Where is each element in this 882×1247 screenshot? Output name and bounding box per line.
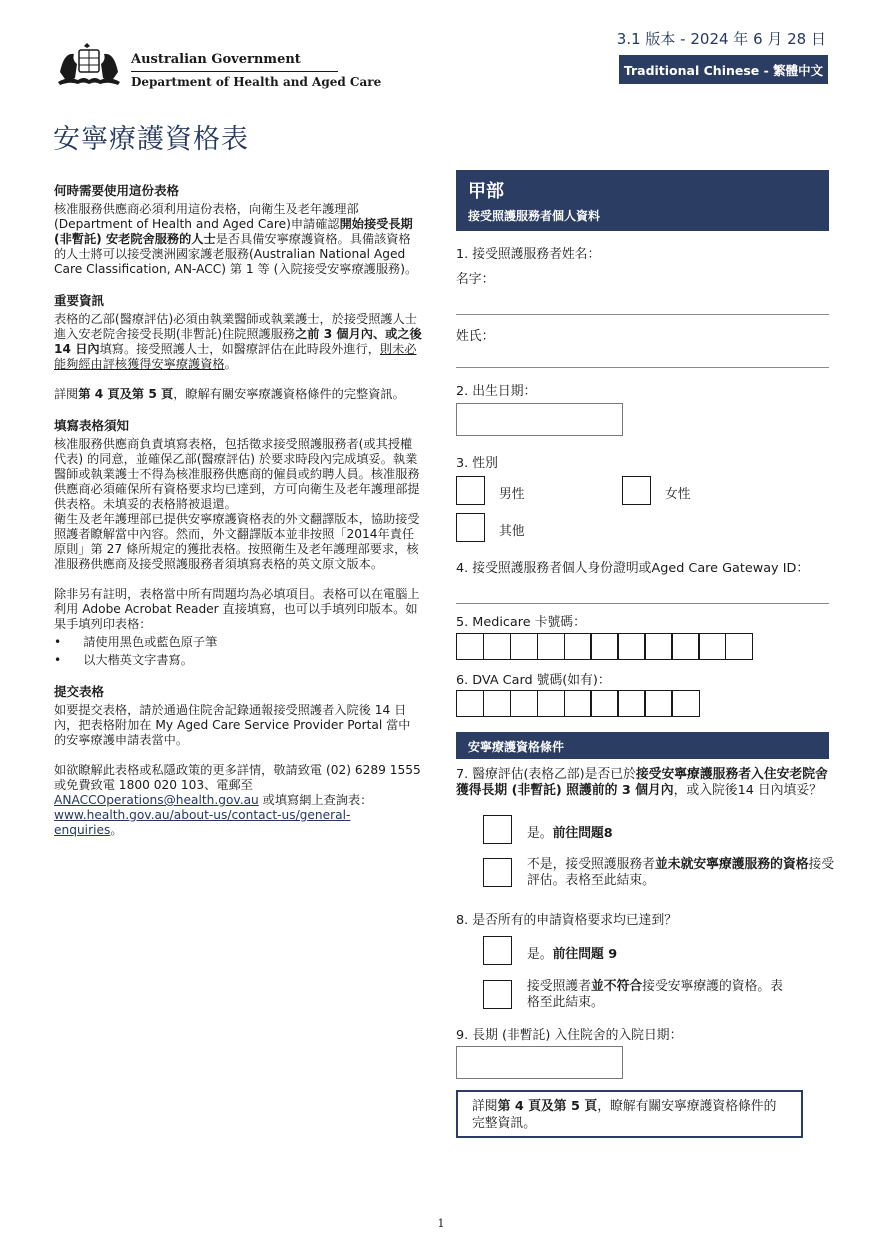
important-paragraph-2: 詳閱第 4 頁及第 5 頁，瞭解有關安寧療護資格條件的完整資訊。 (54, 387, 405, 401)
gender-male-checkbox[interactable] (456, 476, 485, 505)
question-1: 1. 接受照護服務者姓名： (456, 247, 601, 262)
government-name: Australian Government (131, 52, 301, 67)
dob-input[interactable] (456, 403, 623, 436)
email-link[interactable]: ANACCOperations@health.gov.au (54, 793, 259, 807)
family-name-input[interactable] (456, 367, 829, 368)
q8-yes-checkbox[interactable] (483, 936, 512, 965)
when-heading: 何時需要使用這份表格 (54, 183, 180, 198)
fill-section (54, 418, 422, 668)
q7-yes-label: 是。前往問題8 (527, 826, 613, 841)
gender-other-label: 其他 (499, 524, 525, 539)
given-name-label: 名字： (456, 272, 495, 287)
q7-no-checkbox[interactable] (483, 858, 512, 887)
part-a-banner (456, 170, 829, 231)
gender-male-label: 男性 (499, 487, 525, 502)
fill-paragraph-3: 除非另有註明，表格當中所有問題均為必填項目。表格可以在電腦上利用 Adobe Acrobat Reader 直接填寫，也可以手填列印版本。如果手填列印表格： (54, 587, 420, 631)
conditions-banner: 安寧療護資格條件 (456, 732, 829, 759)
instructions-column (54, 183, 422, 854)
language-badge: Traditional Chinese - 繁體中文 (619, 55, 828, 84)
submit-paragraph-1: 如要提交表格，請於通過住院舍記錄通報接受照護者入院後 14 日內，把表格附加在 My Aged Care Service Provider Portal 當中的安寧療護申請表當中。 (54, 703, 411, 747)
when-section (54, 183, 422, 277)
question-8: 8. 是否所有的申請資格要求均已達到？ (456, 913, 678, 928)
medicare-number-input[interactable] (456, 633, 752, 660)
submit-paragraph-2: 如欲瞭解此表格或私隱政策的更多詳情，敬請致電 (02) 6289 1555 或免費致電 1800 020 103、電郵至ANACCOperations@health.gov.au 或填寫網上查詢表：www.health.gov.au/about-us/contact-us/general- enquiries。 (54, 763, 421, 837)
important-heading: 重要資訊 (54, 293, 105, 308)
fill-heading: 填寫表格須知 (54, 418, 130, 433)
given-name-input[interactable] (456, 314, 829, 315)
list-item: • 請使用黑色或藍色原子筆 (54, 635, 218, 649)
department-name: Department of Health and Aged Care (131, 75, 382, 89)
q8-yes-label: 是。前往問題 9 (527, 947, 618, 962)
gateway-id-input[interactable] (456, 603, 829, 604)
part-a-subtitle: 接受照護服務者個人資料 (468, 209, 601, 223)
important-section (54, 293, 422, 402)
family-name-label: 姓氏： (456, 329, 495, 344)
important-paragraph: 表格的乙部(醫療評估)必須由執業醫師或執業護士，於接受照護人士進入安老院舍接受長期(非暫託)住院照護服務之前 3 個月內、或之後 14 日內填寫。接受照護人士，如醫療評估在此時段外進行，則未必能夠經由評核獲得安寧療護資格。 (54, 312, 422, 371)
part-a-title: 甲部 (468, 181, 504, 202)
fill-paragraph-1: 核准服務供應商負責填寫表格，包括徵求接受照護服務者(或其授權代表) 的同意，並確保乙部(醫療評估) 於要求時段內完成填妥。執業醫師或執業護士不得為核准服務供應商的僱員或約聘人員。核准服務供應商必須確保所有資格要求均已達到，方可向衛生及老年護理部提供表格。未填妥的表格將被退還。 (54, 437, 420, 511)
coat-of-arms-icon (54, 42, 124, 88)
question-5: 5. Medicare 卡號碼： (456, 615, 586, 630)
question-4: 4. 接受照護服務者個人身份證明或Aged Care Gateway ID： (456, 561, 810, 576)
submit-heading: 提交表格 (54, 684, 105, 699)
fill-paragraph-2: 衛生及老年護理部已提供安寧療護資格表的外文翻譯版本，協助接受照護者瞭解當中內容。然而，外文翻譯版本並非按照「2014年責任原則」第 27 條所規定的獲批表格。按照衛生及老年護理部要求，核准服務供應商及接受照護服務者須填寫表格的英文原文版本。 (54, 512, 420, 571)
gender-female-checkbox[interactable] (622, 476, 651, 505)
dva-card-input[interactable] (456, 690, 698, 717)
question-7: 7. 醫療評估(表格乙部)是否已於接受安寧療護服務者入住安老院舍獲得長期 (非暫託) 照護前的 3 個月內，或入院後14 日內填妥？ (456, 767, 828, 798)
header-divider (131, 71, 338, 72)
question-2: 2. 出生日期： (456, 384, 537, 399)
q7-yes-checkbox[interactable] (483, 815, 512, 844)
q7-no-label: 不是，接受照護服務者並未就安寧療護服務的資格接受評估。表格至此結束。 (527, 857, 835, 888)
admission-date-input[interactable] (456, 1046, 623, 1079)
version-date: 3.1 版本 - 2024 年 6 月 28 日 (616, 30, 826, 48)
question-9: 9. 長期 (非暫託) 入住院舍的入院日期： (456, 1028, 683, 1043)
enquiry-link[interactable]: www.health.gov.au/about-us/contact-us/general- enquiries (54, 808, 351, 837)
page-title: 安寧療護資格表 (53, 124, 249, 155)
question-6: 6. DVA Card 號碼(如有)： (456, 673, 611, 688)
conditions-note-box: 詳閱第 4 頁及第 5 頁，瞭解有關安寧療護資格條件的完整資訊。 (456, 1090, 803, 1138)
q8-no-checkbox[interactable] (483, 980, 512, 1009)
q8-no-label: 接受照護者並不符合接受安寧療護的資格。表格至此結束。 (527, 979, 783, 1010)
when-paragraph: 核准服務供應商必須利用這份表格，向衛生及老年護理部 (Department of Health and Aged Care)申請確認開始接受長期 (非暫託) 安老院舍服務的人士是否具備安寧療護資格。具備該資格的人士將可以接受澳洲國家護老服務(Australian National Aged Care Classification, AN-ACC) 第 1 等 (入院接受安寧療護服務)。 (54, 202, 418, 276)
page-number: 1 (437, 1217, 445, 1230)
list-item: • 以大楷英文字書寫。 (54, 653, 193, 667)
gender-female-label: 女性 (665, 487, 691, 502)
question-3: 3. 性別 (456, 456, 498, 471)
gender-other-checkbox[interactable] (456, 513, 485, 542)
submit-section (54, 684, 422, 838)
